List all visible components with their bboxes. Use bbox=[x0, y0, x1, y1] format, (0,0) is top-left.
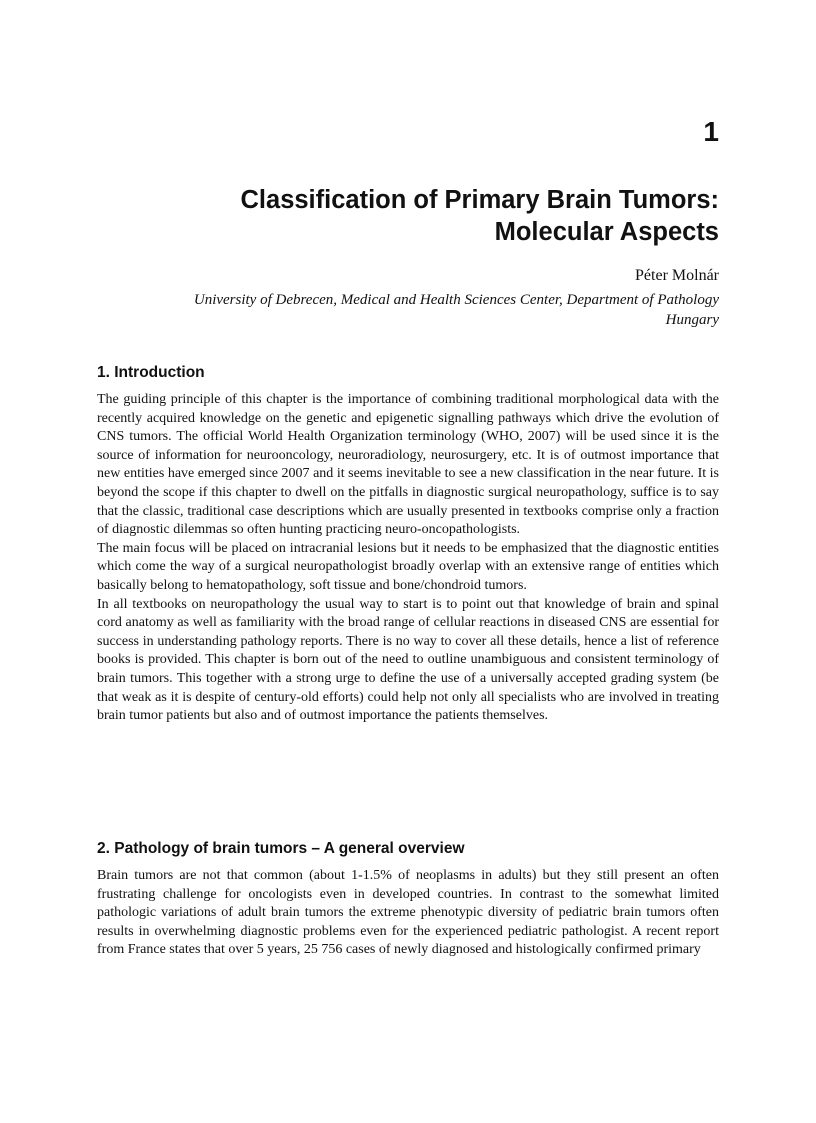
affiliation-line-2: Hungary bbox=[665, 312, 719, 328]
paragraph: The main focus will be placed on intracranial lesions but it needs to be emphasized that the diagnostic entities which come the way of a surgical neuropathologist broadly overlap with an extensive range of entities which basically belong to hematopathology, soft tissue and bone/chondroid tumors. bbox=[97, 540, 719, 593]
author-name: Péter Molnár bbox=[635, 267, 719, 284]
section-heading-pathology-overview: 2. Pathology of brain tumors – A general overview bbox=[97, 840, 465, 857]
paragraph: The guiding principle of this chapter is the importance of combining traditional morphological data with the recently acquired knowledge on the genetic and epigenetic signalling pathways which drive the evolution of CNS tumors. The official World Health Organization terminology (WHO, 2007) will be used since it is the source of information for neurooncology, neuroradiology, neurosurgery, etc. It is of outmost importance that new entities have emerged since 2007 and it seems inevitable to see a new classification in the near future. It is beyond the scope if this chapter to dwell on the pitfalls in diagnostic surgical neuropathology, suffice is to say that the classic, traditional case descriptions which are usually presented in textbooks comprise only a fraction of diagnostic dilemmas so often hunting practicing neuro-oncopathologists. bbox=[97, 392, 719, 538]
chapter-title-line-1: Classification of Primary Brain Tumors: bbox=[240, 186, 719, 214]
author-affiliation bbox=[79, 290, 719, 330]
chapter-title bbox=[99, 184, 719, 248]
chapter-number: 1 bbox=[703, 116, 719, 147]
section-body-pathology-overview bbox=[97, 867, 719, 960]
section-body-introduction bbox=[97, 391, 719, 726]
chapter-title-line-2: Molecular Aspects bbox=[494, 218, 719, 246]
section-heading-introduction: 1. Introduction bbox=[97, 364, 205, 381]
affiliation-line-1: University of Debrecen, Medical and Health Sciences Center, Department of Pathology bbox=[193, 292, 719, 308]
paragraph: Brain tumors are not that common (about 1-1.5% of neoplasms in adults) but they still present an often frustrating challenge for oncologists even in developed countries. In contrast to the somewhat limited pathologic variations of adult brain tumors the extreme phenotypic diversity of pediatric brain tumors often results in overwhelming diagnostic problems even for the experienced pediatric pathologist. A recent report from France states that over 5 years, 25 756 cases of newly diagnosed and histologically confirmed primary bbox=[97, 868, 719, 958]
paragraph: In all textbooks on neuropathology the usual way to start is to point out that knowledge of brain and spinal cord anatomy as well as familiarity with the broad range of cellular reactions in diseased CNS are essential for success in understanding pathology reports. There is no way to cover all these details, hence a list of reference books is provided. This chapter is born out of the need to outline unambiguous and consistent terminology of brain tumors. This together with a strong urge to define the use of a universally accepted grading system (be that weak as it is despite of century-old efforts) could help not only all specialists who are involved in treating brain tumor patients but also and of outmost importance the patients themselves. bbox=[97, 596, 719, 724]
